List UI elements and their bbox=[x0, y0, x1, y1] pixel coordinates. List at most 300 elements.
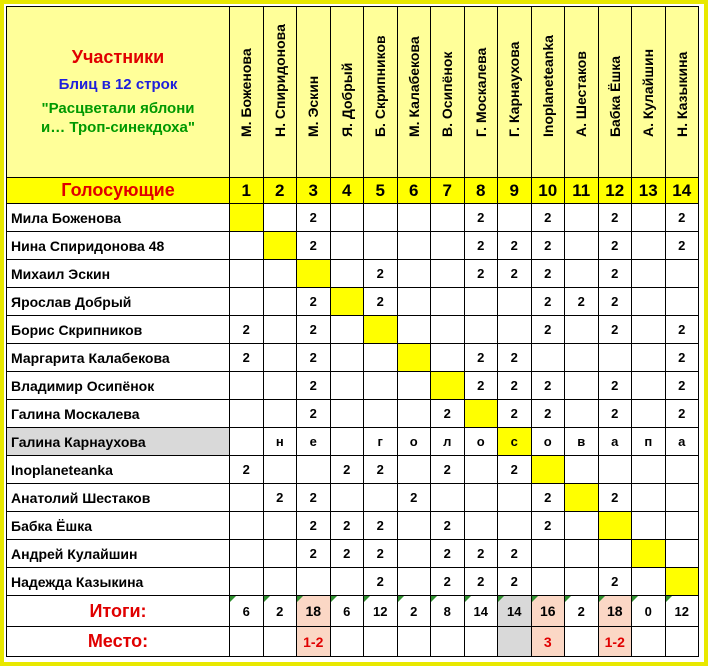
vote-cell: 2 bbox=[498, 344, 532, 372]
participant-number: 5 bbox=[364, 178, 398, 204]
vote-cell bbox=[565, 260, 599, 288]
vote-cell: 2 bbox=[397, 484, 431, 512]
vote-cell bbox=[632, 204, 666, 232]
vote-cell bbox=[665, 568, 699, 596]
total-cell: 14 bbox=[498, 596, 532, 627]
vote-cell: 2 bbox=[665, 232, 699, 260]
vote-cell: 2 bbox=[364, 260, 398, 288]
vote-cell bbox=[263, 316, 297, 344]
participant-number: 1 bbox=[230, 178, 264, 204]
place-cell bbox=[263, 627, 297, 657]
vote-cell: 2 bbox=[531, 260, 565, 288]
participant-header bbox=[464, 7, 498, 178]
voter-name: Андрей Кулайшин bbox=[7, 540, 230, 568]
participant-number: 10 bbox=[531, 178, 565, 204]
vote-cell bbox=[397, 456, 431, 484]
vote-cell bbox=[330, 316, 364, 344]
vote-cell bbox=[263, 204, 297, 232]
vote-cell bbox=[632, 344, 666, 372]
theme-line-1: "Расцветали яблони bbox=[41, 100, 195, 117]
vote-cell: 2 bbox=[364, 512, 398, 540]
vote-cell bbox=[230, 428, 264, 456]
place-cell: 3 bbox=[531, 627, 565, 657]
total-cell: 2 bbox=[397, 596, 431, 627]
total-cell: 8 bbox=[431, 596, 465, 627]
vote-cell bbox=[464, 288, 498, 316]
vote-cell: 2 bbox=[364, 288, 398, 316]
voter-name: Ярослав Добрый bbox=[7, 288, 230, 316]
participant-header bbox=[230, 7, 264, 178]
vote-cell bbox=[397, 372, 431, 400]
vote-cell: 2 bbox=[297, 512, 331, 540]
vote-cell bbox=[330, 568, 364, 596]
total-cell: 6 bbox=[230, 596, 264, 627]
vote-cell bbox=[431, 372, 465, 400]
vote-cell: 2 bbox=[598, 232, 632, 260]
total-cell: 14 bbox=[464, 596, 498, 627]
total-cell: 18 bbox=[598, 596, 632, 627]
vote-cell bbox=[464, 512, 498, 540]
vote-cell: л bbox=[431, 428, 465, 456]
vote-cell bbox=[330, 484, 364, 512]
vote-cell bbox=[598, 540, 632, 568]
total-cell: 12 bbox=[665, 596, 699, 627]
vote-cell bbox=[632, 540, 666, 568]
vote-cell bbox=[531, 344, 565, 372]
vote-cell: 2 bbox=[230, 456, 264, 484]
vote-cell: 2 bbox=[464, 372, 498, 400]
vote-cell: о bbox=[397, 428, 431, 456]
voter-name: Борис Скрипников bbox=[7, 316, 230, 344]
participant-name: Н. Казыкина bbox=[673, 51, 690, 137]
total-cell: 6 bbox=[330, 596, 364, 627]
vote-cell: 2 bbox=[297, 204, 331, 232]
vote-cell bbox=[565, 512, 599, 540]
vote-cell: 2 bbox=[598, 372, 632, 400]
vote-cell: 2 bbox=[598, 568, 632, 596]
vote-cell bbox=[397, 316, 431, 344]
total-cell: 2 bbox=[263, 596, 297, 627]
table-row bbox=[7, 512, 699, 540]
participant-number: 7 bbox=[431, 178, 465, 204]
vote-cell bbox=[364, 484, 398, 512]
vote-cell bbox=[263, 288, 297, 316]
participant-name: Н. Спиридонова bbox=[271, 24, 288, 137]
participant-name: А. Шестаков bbox=[573, 51, 590, 137]
vote-cell: 2 bbox=[364, 568, 398, 596]
vote-cell bbox=[632, 456, 666, 484]
vote-cell: 2 bbox=[297, 232, 331, 260]
vote-cell bbox=[598, 456, 632, 484]
vote-cell: 2 bbox=[297, 400, 331, 428]
table-row bbox=[7, 204, 699, 232]
vote-cell: 2 bbox=[364, 540, 398, 568]
participant-number: 11 bbox=[565, 178, 599, 204]
vote-cell bbox=[330, 344, 364, 372]
vote-cell: 2 bbox=[598, 484, 632, 512]
participant-number: 6 bbox=[397, 178, 431, 204]
subtitle: Блиц в 12 строк bbox=[58, 76, 178, 93]
participant-name: А. Кулайшин bbox=[640, 48, 657, 137]
vote-cell: 2 bbox=[665, 344, 699, 372]
place-cell bbox=[464, 627, 498, 657]
vote-cell bbox=[565, 568, 599, 596]
table-row bbox=[7, 540, 699, 568]
place-cell bbox=[397, 627, 431, 657]
total-cell: 12 bbox=[364, 596, 398, 627]
table-row bbox=[7, 232, 699, 260]
vote-cell: 2 bbox=[297, 288, 331, 316]
vote-cell: 2 bbox=[230, 344, 264, 372]
participant-name: Г. Москалева bbox=[472, 47, 489, 137]
vote-cell: 2 bbox=[531, 372, 565, 400]
table-row bbox=[7, 372, 699, 400]
participants-header-row bbox=[7, 7, 699, 178]
vote-cell bbox=[665, 456, 699, 484]
vote-cell bbox=[598, 344, 632, 372]
vote-cell: 2 bbox=[531, 400, 565, 428]
voter-name: Нина Спиридонова 48 bbox=[7, 232, 230, 260]
vote-cell: 2 bbox=[464, 344, 498, 372]
voter-name: Надежда Казыкина bbox=[7, 568, 230, 596]
vote-cell: 2 bbox=[598, 400, 632, 428]
place-cell bbox=[632, 627, 666, 657]
vote-cell bbox=[230, 540, 264, 568]
vote-cell bbox=[230, 484, 264, 512]
vote-cell bbox=[431, 344, 465, 372]
vote-cell bbox=[230, 232, 264, 260]
vote-cell bbox=[632, 400, 666, 428]
vote-cell: 2 bbox=[598, 316, 632, 344]
vote-cell bbox=[565, 204, 599, 232]
vote-cell bbox=[498, 512, 532, 540]
vote-cell bbox=[263, 260, 297, 288]
vote-cell: 2 bbox=[598, 204, 632, 232]
vote-cell bbox=[431, 260, 465, 288]
vote-cell: 2 bbox=[531, 512, 565, 540]
vote-cell bbox=[632, 484, 666, 512]
vote-cell bbox=[632, 512, 666, 540]
vote-cell bbox=[230, 512, 264, 540]
vote-cell bbox=[397, 512, 431, 540]
vote-cell bbox=[665, 484, 699, 512]
participant-header bbox=[431, 7, 465, 178]
vote-cell bbox=[397, 568, 431, 596]
vote-cell: 2 bbox=[565, 288, 599, 316]
vote-cell: 2 bbox=[498, 400, 532, 428]
vote-cell: 2 bbox=[665, 400, 699, 428]
participant-name: Г. Карнаухова bbox=[506, 41, 523, 137]
vote-cell: г bbox=[364, 428, 398, 456]
place-cell: 1-2 bbox=[598, 627, 632, 657]
vote-cell bbox=[297, 568, 331, 596]
vote-cell bbox=[464, 456, 498, 484]
participant-header bbox=[330, 7, 364, 178]
table-row bbox=[7, 288, 699, 316]
vote-cell bbox=[665, 260, 699, 288]
place-row bbox=[7, 627, 699, 657]
vote-cell: 2 bbox=[498, 232, 532, 260]
participant-header bbox=[565, 7, 599, 178]
vote-cell bbox=[230, 372, 264, 400]
vote-cell bbox=[397, 288, 431, 316]
place-cell: 1-2 bbox=[297, 627, 331, 657]
place-cell bbox=[498, 627, 532, 657]
place-cell bbox=[364, 627, 398, 657]
vote-cell: 2 bbox=[498, 260, 532, 288]
vote-cell: 2 bbox=[531, 316, 565, 344]
vote-cell: 2 bbox=[464, 568, 498, 596]
vote-cell bbox=[531, 568, 565, 596]
vote-cell bbox=[263, 568, 297, 596]
vote-cell bbox=[431, 204, 465, 232]
vote-cell bbox=[364, 344, 398, 372]
participant-name: Я. Добрый bbox=[338, 62, 355, 137]
vote-cell: 2 bbox=[531, 484, 565, 512]
vote-cell bbox=[464, 484, 498, 512]
vote-cell: е bbox=[297, 428, 331, 456]
vote-cell bbox=[565, 484, 599, 512]
vote-cell: 2 bbox=[364, 456, 398, 484]
vote-cell bbox=[397, 400, 431, 428]
participant-header bbox=[364, 7, 398, 178]
vote-cell bbox=[397, 232, 431, 260]
vote-cell bbox=[230, 204, 264, 232]
vote-cell: 2 bbox=[330, 456, 364, 484]
total-cell: 0 bbox=[632, 596, 666, 627]
place-label: Место: bbox=[7, 627, 230, 657]
vote-cell bbox=[665, 512, 699, 540]
total-cell: 2 bbox=[565, 596, 599, 627]
vote-cell: а bbox=[665, 428, 699, 456]
vote-cell bbox=[364, 372, 398, 400]
voter-name: Анатолий Шестаков bbox=[7, 484, 230, 512]
participant-number: 3 bbox=[297, 178, 331, 204]
participant-header bbox=[598, 7, 632, 178]
vote-cell bbox=[230, 288, 264, 316]
vote-cell bbox=[397, 344, 431, 372]
vote-cell bbox=[665, 288, 699, 316]
participant-header bbox=[531, 7, 565, 178]
vote-cell bbox=[230, 400, 264, 428]
participant-name: В. Осипёнок bbox=[439, 51, 456, 137]
participant-number: 8 bbox=[464, 178, 498, 204]
title-block bbox=[7, 7, 230, 178]
vote-cell: 2 bbox=[431, 568, 465, 596]
vote-cell bbox=[330, 260, 364, 288]
vote-cell: 2 bbox=[498, 372, 532, 400]
vote-cell: 2 bbox=[431, 456, 465, 484]
vote-cell bbox=[230, 568, 264, 596]
participant-name: Inoplaneteanka bbox=[539, 35, 556, 137]
vote-cell: о bbox=[464, 428, 498, 456]
vote-cell bbox=[330, 400, 364, 428]
vote-cell: 2 bbox=[464, 204, 498, 232]
table-row bbox=[7, 428, 699, 456]
table-row bbox=[7, 260, 699, 288]
vote-cell bbox=[498, 484, 532, 512]
vote-cell: 2 bbox=[464, 540, 498, 568]
participant-number: 2 bbox=[263, 178, 297, 204]
vote-cell: 2 bbox=[531, 288, 565, 316]
vote-cell: 2 bbox=[297, 484, 331, 512]
vote-cell bbox=[431, 484, 465, 512]
vote-cell bbox=[565, 400, 599, 428]
vote-cell bbox=[498, 204, 532, 232]
vote-cell bbox=[531, 456, 565, 484]
vote-cell bbox=[498, 288, 532, 316]
table-row bbox=[7, 484, 699, 512]
participant-number: 9 bbox=[498, 178, 532, 204]
vote-cell bbox=[263, 344, 297, 372]
vote-cell: 2 bbox=[498, 568, 532, 596]
vote-cell bbox=[263, 456, 297, 484]
vote-cell bbox=[263, 540, 297, 568]
vote-cell: 2 bbox=[297, 540, 331, 568]
vote-cell: 2 bbox=[263, 484, 297, 512]
vote-cell bbox=[632, 260, 666, 288]
vote-cell bbox=[632, 232, 666, 260]
participant-header bbox=[297, 7, 331, 178]
vote-cell: с bbox=[498, 428, 532, 456]
vote-cell: 2 bbox=[230, 316, 264, 344]
vote-cell bbox=[330, 204, 364, 232]
vote-cell: 2 bbox=[464, 260, 498, 288]
vote-cell bbox=[397, 260, 431, 288]
vote-cell bbox=[565, 372, 599, 400]
place-cell bbox=[230, 627, 264, 657]
participant-number: 14 bbox=[665, 178, 699, 204]
voter-name: Галина Карнаухова bbox=[7, 428, 230, 456]
vote-cell bbox=[531, 540, 565, 568]
voter-name: Inoplaneteanka bbox=[7, 456, 230, 484]
vote-cell bbox=[565, 344, 599, 372]
vote-cell: 2 bbox=[498, 540, 532, 568]
totals-row bbox=[7, 596, 699, 627]
vote-cell bbox=[263, 400, 297, 428]
participant-number: 12 bbox=[598, 178, 632, 204]
participant-header bbox=[498, 7, 532, 178]
vote-cell: н bbox=[263, 428, 297, 456]
vote-cell bbox=[397, 540, 431, 568]
participant-number: 4 bbox=[330, 178, 364, 204]
participant-name: М. Эскин bbox=[305, 75, 322, 137]
vote-cell: 2 bbox=[598, 260, 632, 288]
participant-name: М. Калабекова bbox=[405, 36, 422, 137]
vote-cell bbox=[230, 260, 264, 288]
total-cell: 18 bbox=[297, 596, 331, 627]
vote-cell: 2 bbox=[297, 372, 331, 400]
place-cell bbox=[565, 627, 599, 657]
table-row bbox=[7, 400, 699, 428]
vote-cell: 2 bbox=[330, 540, 364, 568]
vote-cell bbox=[431, 232, 465, 260]
participant-header bbox=[397, 7, 431, 178]
voter-name: Мила Боженова bbox=[7, 204, 230, 232]
vote-cell bbox=[598, 512, 632, 540]
participant-name: Бабка Ёшка bbox=[606, 55, 623, 137]
vote-cell: 2 bbox=[297, 316, 331, 344]
vote-cell bbox=[263, 372, 297, 400]
vote-cell bbox=[565, 540, 599, 568]
vote-cell: а bbox=[598, 428, 632, 456]
vote-cell bbox=[464, 400, 498, 428]
vote-cell bbox=[330, 428, 364, 456]
vote-cell: 2 bbox=[431, 400, 465, 428]
vote-cell bbox=[397, 204, 431, 232]
voter-name: Бабка Ёшка bbox=[7, 512, 230, 540]
participant-header bbox=[263, 7, 297, 178]
table-row bbox=[7, 456, 699, 484]
vote-cell bbox=[632, 316, 666, 344]
place-cell bbox=[665, 627, 699, 657]
voter-name: Владимир Осипёнок bbox=[7, 372, 230, 400]
vote-cell: о bbox=[531, 428, 565, 456]
vote-cell: 2 bbox=[431, 512, 465, 540]
vote-cell bbox=[263, 512, 297, 540]
participant-number: 13 bbox=[632, 178, 666, 204]
vote-cell: 2 bbox=[531, 204, 565, 232]
vote-cell: 2 bbox=[665, 204, 699, 232]
vote-cell bbox=[297, 260, 331, 288]
page-title: Участники bbox=[71, 47, 165, 67]
vote-cell bbox=[297, 456, 331, 484]
place-cell bbox=[330, 627, 364, 657]
vote-cell bbox=[464, 316, 498, 344]
vote-cell bbox=[330, 372, 364, 400]
voter-name: Маргарита Калабекова bbox=[7, 344, 230, 372]
voter-name: Михаил Эскин bbox=[7, 260, 230, 288]
vote-cell: 2 bbox=[498, 456, 532, 484]
vote-cell bbox=[364, 232, 398, 260]
vote-cell bbox=[498, 316, 532, 344]
vote-cell bbox=[263, 232, 297, 260]
vote-cell bbox=[632, 568, 666, 596]
voting-table bbox=[6, 6, 699, 657]
vote-cell: 2 bbox=[531, 232, 565, 260]
total-cell: 16 bbox=[531, 596, 565, 627]
vote-cell bbox=[565, 456, 599, 484]
vote-cell: 2 bbox=[665, 372, 699, 400]
table-row bbox=[7, 568, 699, 596]
theme-line-2: и… Троп-синекдоха" bbox=[41, 119, 195, 136]
vote-cell: 2 bbox=[665, 316, 699, 344]
vote-cell: 2 bbox=[431, 540, 465, 568]
vote-cell bbox=[364, 204, 398, 232]
vote-cell: в bbox=[565, 428, 599, 456]
vote-cell bbox=[632, 372, 666, 400]
totals-label: Итоги: bbox=[7, 596, 230, 627]
vote-cell bbox=[632, 288, 666, 316]
table-row bbox=[7, 344, 699, 372]
vote-cell bbox=[330, 288, 364, 316]
numbers-row bbox=[7, 178, 699, 204]
participant-name: М. Боженова bbox=[238, 48, 255, 137]
vote-cell: 2 bbox=[330, 512, 364, 540]
table-row bbox=[7, 316, 699, 344]
vote-cell: 2 bbox=[297, 344, 331, 372]
vote-cell bbox=[431, 288, 465, 316]
vote-cell: 2 bbox=[598, 288, 632, 316]
vote-cell bbox=[431, 316, 465, 344]
vote-cell bbox=[665, 540, 699, 568]
vote-cell bbox=[330, 232, 364, 260]
place-cell bbox=[431, 627, 465, 657]
vote-cell bbox=[364, 400, 398, 428]
vote-cell: 2 bbox=[464, 232, 498, 260]
voters-label: Голосующие bbox=[7, 178, 230, 204]
participant-name: Б. Скрипников bbox=[372, 35, 389, 137]
